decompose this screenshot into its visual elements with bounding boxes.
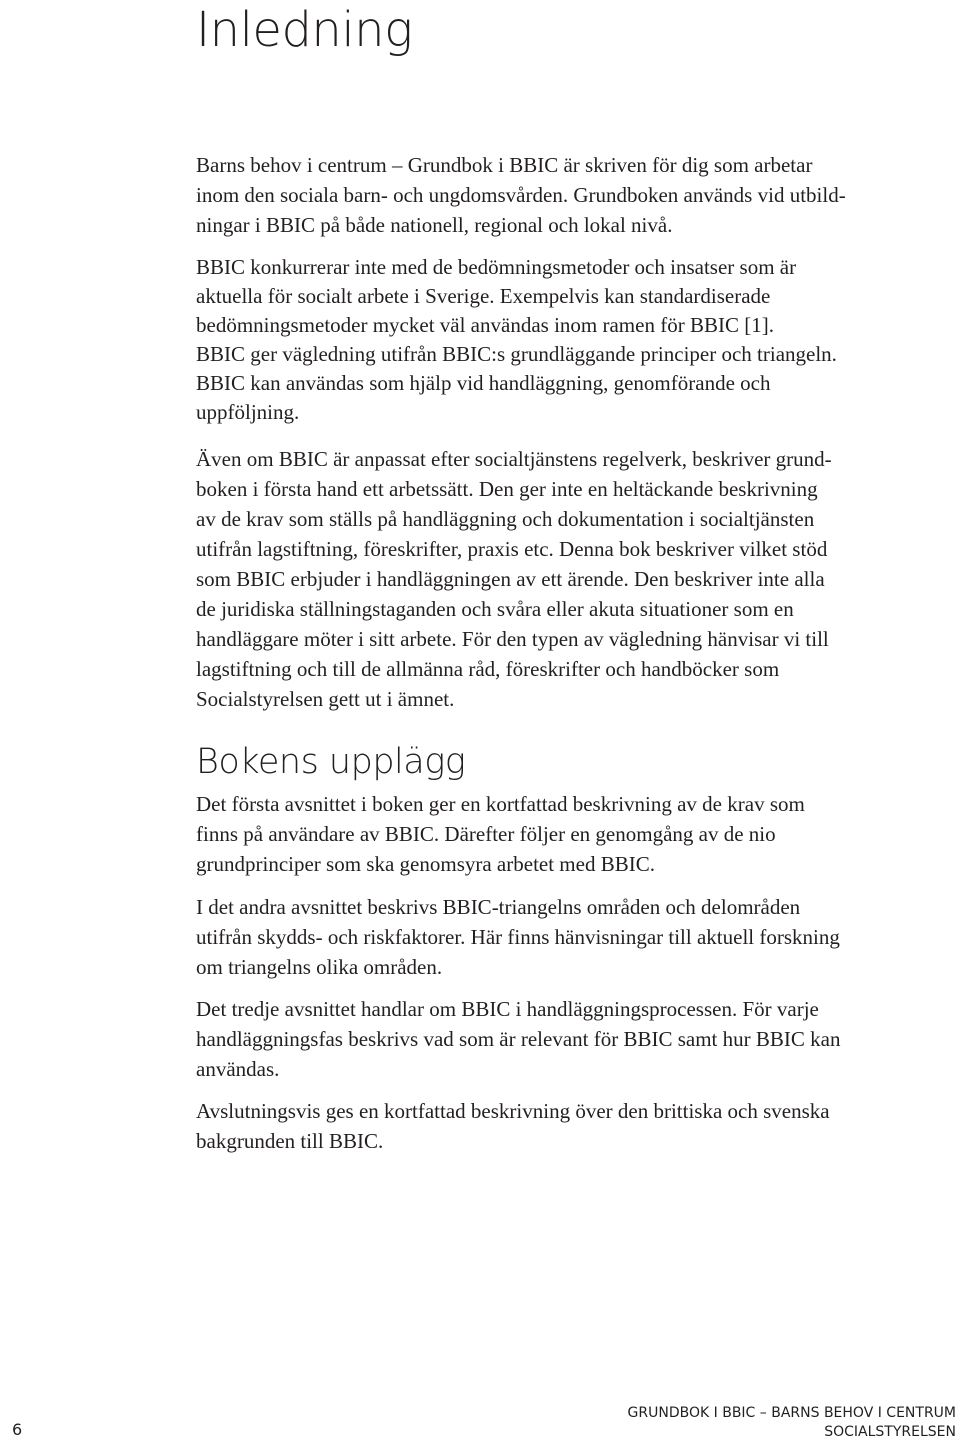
page-title: Inledning: [196, 2, 413, 58]
text-line: utifrån lagstiftning, föreskrifter, praxis etc. Denna bok beskriver vilket stöd: [196, 537, 828, 561]
text-line: Socialstyrelsen gett ut i ämnet.: [196, 687, 455, 711]
section-paragraph-1: [196, 789, 956, 879]
text-line: BBIC ger vägledning utifrån BBIC:s grundläggande principer och triangeln.: [196, 342, 837, 366]
text-line: Barns behov i centrum – Grundbok i BBIC är skriven för dig som arbetar: [196, 153, 813, 177]
text-line: de juridiska ställningstaganden och svåra eller akuta situationer som en: [196, 597, 794, 621]
text-line: handläggare möter i sitt arbete. För den typen av vägledning hänvisar vi till: [196, 627, 829, 651]
section-paragraph-2: [196, 892, 956, 982]
text-line: Det första avsnittet i boken ger en kortfattad beskrivning av de krav som: [196, 792, 805, 816]
footer-publisher: SOCIALSTYRELSEN: [824, 1424, 956, 1440]
text-line: bakgrunden till BBIC.: [196, 1129, 384, 1153]
section-paragraph-4: [196, 1096, 956, 1156]
text-line: användas.: [196, 1057, 280, 1081]
page-number: 6: [12, 1420, 23, 1439]
text-line: I det andra avsnittet beskrivs BBIC-triangelns områden och delområden: [196, 895, 801, 919]
text-line: Det tredje avsnittet handlar om BBIC i handläggningsprocessen. För varje: [196, 997, 819, 1021]
text-line: BBIC konkurrerar inte med de bedömningsmetoder och insatser som är: [196, 255, 797, 279]
text-line: ningar i BBIC på både nationell, regional och lokal nivå.: [196, 213, 673, 237]
footer-book-title: GRUNDBOK I BBIC – BARNS BEHOV I CENTRUM: [627, 1405, 956, 1421]
text-line: Avslutningsvis ges en kortfattad beskrivning över den brittiska och svenska: [196, 1099, 830, 1123]
text-line: bedömningsmetoder mycket väl användas inom ramen för BBIC [1].: [196, 313, 774, 337]
text-line: grundprinciper som ska genomsyra arbetet med BBIC.: [196, 852, 655, 876]
text-line: lagstiftning och till de allmänna råd, föreskrifter och handböcker som: [196, 657, 780, 681]
text-line: uppföljning.: [196, 400, 300, 424]
section-heading: Bokens upplägg: [196, 742, 466, 782]
text-line: BBIC kan användas som hjälp vid handläggning, genomförande och: [196, 371, 771, 395]
text-line: utifrån skydds- och riskfaktorer. Här finns hänvisningar till aktuell forskning: [196, 925, 840, 949]
text-line: aktuella för socialt arbete i Sverige. Exempelvis kan standardiserade: [196, 284, 771, 308]
intro-paragraph-2: [196, 253, 956, 427]
text-line: av de krav som ställs på handläggning och dokumentation i socialtjänsten: [196, 507, 815, 531]
text-line: om triangelns olika områden.: [196, 955, 443, 979]
text-line: Även om BBIC är anpassat efter socialtjänstens regelverk, beskriver grund-: [196, 447, 832, 471]
text-line: inom den sociala barn- och ungdomsvården. Grundboken används vid utbild-: [196, 183, 846, 207]
intro-paragraph-3: [196, 444, 956, 714]
section-paragraph-3: [196, 994, 956, 1084]
text-line: boken i första hand ett arbetssätt. Den ger inte en heltäckande beskrivning: [196, 477, 818, 501]
text-line: finns på användare av BBIC. Därefter följer en genomgång av de nio: [196, 822, 776, 846]
text-line: som BBIC erbjuder i handläggningen av ett ärende. Den beskriver inte alla: [196, 567, 825, 591]
text-line: handläggningsfas beskrivs vad som är relevant för BBIC samt hur BBIC kan: [196, 1027, 841, 1051]
intro-paragraph-1: [196, 150, 956, 240]
